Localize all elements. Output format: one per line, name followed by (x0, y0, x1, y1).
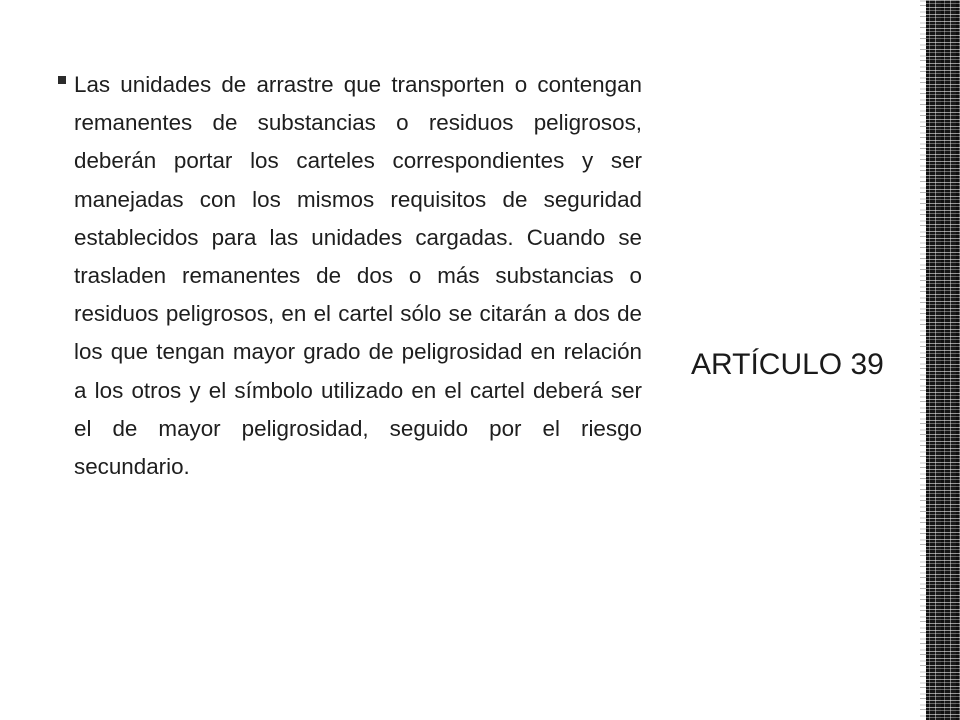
square-bullet-icon (58, 76, 66, 84)
slide-title: ARTÍCULO 39 (691, 348, 884, 381)
bullet-item (58, 66, 642, 486)
content-box (58, 66, 642, 486)
edge-texture-strip (926, 0, 960, 720)
bullet-text: Las unidades de arrastre que transporten o contengan remanentes de substancias o residuos peligrosos, deberán portar los carteles correspondientes y ser manejadas con los mismos requisitos de seguridad establecidos para las unidades cargadas. Cuando se trasladen remanentes de dos o más substancias o residuos peligrosos, en el cartel sólo se citarán a dos de los que tengan mayor grado de peligrosidad en relación a los otros y el símbolo utilizado en el cartel deberá ser el de mayor peligrosidad, seguido por el riesgo secundario. (74, 72, 642, 480)
